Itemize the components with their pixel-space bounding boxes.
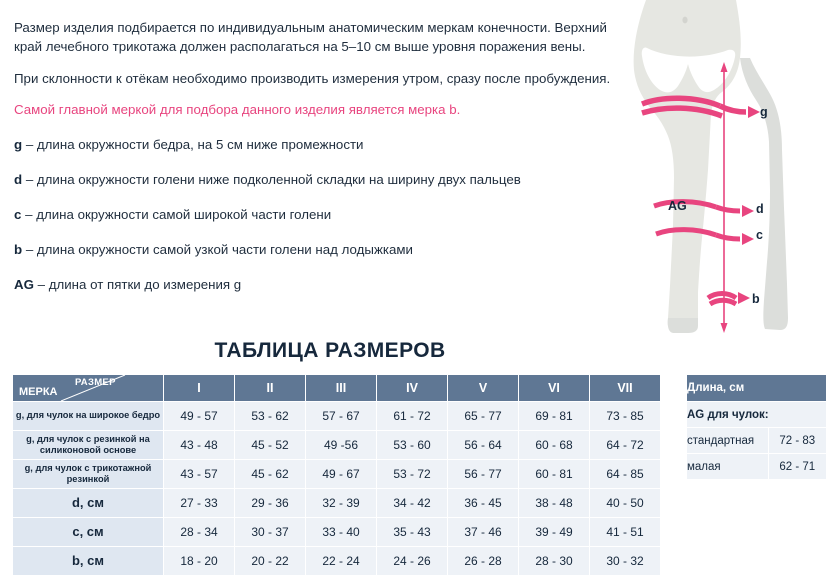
cell-r2-c4: 56 - 77 xyxy=(448,460,519,489)
column-header-5: V xyxy=(448,375,519,402)
row-label-d: d, см xyxy=(13,489,164,518)
leg-measurement-illustration xyxy=(612,0,836,340)
length-table-row xyxy=(687,454,827,480)
table-row xyxy=(13,402,661,431)
table-row xyxy=(13,547,661,576)
figure-label-d: d xyxy=(756,202,764,216)
corner-label-measure: МЕРКА xyxy=(19,386,58,398)
highlight-note: Самой главной меркой для подбора данного изделия является мерка b. xyxy=(14,102,461,118)
cell-r2-c3: 53 - 72 xyxy=(377,460,448,489)
length-table-header-row xyxy=(687,375,827,402)
length-table-header: Длина, см xyxy=(687,375,827,402)
legend-item-ag xyxy=(14,276,614,294)
length-table-subheader-row xyxy=(687,402,827,428)
table-row xyxy=(13,460,661,489)
figure-label-c: c xyxy=(756,228,763,242)
body-figure-svg xyxy=(612,0,836,340)
cell-r4-c5: 39 - 49 xyxy=(519,518,590,547)
column-header-7: VII xyxy=(590,375,661,402)
cell-r5-c5: 28 - 30 xyxy=(519,547,590,576)
table-header-row xyxy=(13,375,661,402)
legend-item-b xyxy=(14,241,614,259)
cell-r1-c2: 49 -56 xyxy=(306,431,377,460)
cell-r3-c6: 40 - 50 xyxy=(590,489,661,518)
legend-key-ag: AG xyxy=(14,276,34,292)
cell-r0-c4: 65 - 77 xyxy=(448,402,519,431)
cell-r1-c5: 60 - 68 xyxy=(519,431,590,460)
legend-text-g: – длина окружности бедра, на 5 см ниже промежности xyxy=(22,136,364,152)
row-label-b: b, см xyxy=(13,547,164,576)
corner-label-size: РАЗМЕР xyxy=(75,377,116,388)
length-row-value-standard: 72 - 83 xyxy=(768,428,826,454)
cell-r3-c4: 36 - 45 xyxy=(448,489,519,518)
column-header-3: III xyxy=(306,375,377,402)
cell-r2-c5: 60 - 81 xyxy=(519,460,590,489)
legend-item-d xyxy=(14,171,614,189)
row-label-g-silicone: g, для чулок с резинкой на силиконовой основе xyxy=(13,431,164,460)
cell-r0-c5: 69 - 81 xyxy=(519,402,590,431)
column-header-4: IV xyxy=(377,375,448,402)
length-table xyxy=(686,374,827,480)
figure-label-ag: AG xyxy=(668,199,687,213)
cell-r1-c3: 53 - 60 xyxy=(377,431,448,460)
legend-item-c xyxy=(14,206,614,224)
length-row-name-standard: стандартная xyxy=(687,428,769,454)
cell-r4-c0: 28 - 34 xyxy=(164,518,235,547)
cell-r2-c2: 49 - 67 xyxy=(306,460,377,489)
length-table-wrapper xyxy=(686,374,827,480)
legend-text-ag: – длина от пятки до измерения g xyxy=(33,276,242,292)
figure-label-g: g xyxy=(760,105,768,119)
table-row xyxy=(13,489,661,518)
row-label-g-wide: g, для чулок на широкое бедро xyxy=(13,402,164,431)
figure-label-b: b xyxy=(752,292,760,306)
cell-r1-c6: 64 - 72 xyxy=(590,431,661,460)
length-table-subheader: AG для чулок: xyxy=(687,402,827,428)
cell-r4-c3: 35 - 43 xyxy=(377,518,448,547)
legend-text-c: – длина окружности самой широкой части голени xyxy=(21,206,332,222)
legend-key-c: c xyxy=(14,206,22,222)
table-corner-cell xyxy=(13,375,164,402)
cell-r3-c1: 29 - 36 xyxy=(235,489,306,518)
cell-r4-c4: 37 - 46 xyxy=(448,518,519,547)
cell-r4-c6: 41 - 51 xyxy=(590,518,661,547)
row-label-g-knit: g, для чулок с трикотажной резинкой xyxy=(13,460,164,489)
cell-r3-c3: 34 - 42 xyxy=(377,489,448,518)
intro-paragraph-2: При склонности к отёкам необходимо производить измерения утром, сразу после пробуждения. xyxy=(14,70,611,86)
cell-r5-c2: 22 - 24 xyxy=(306,547,377,576)
legend-key-d: d xyxy=(14,171,23,187)
row-label-c: c, см xyxy=(13,518,164,547)
table-row xyxy=(13,431,661,460)
cell-r0-c1: 53 - 62 xyxy=(235,402,306,431)
cell-r2-c6: 64 - 85 xyxy=(590,460,661,489)
cell-r0-c2: 57 - 67 xyxy=(306,402,377,431)
cell-r0-c3: 61 - 72 xyxy=(377,402,448,431)
size-table-wrapper xyxy=(12,374,661,576)
legend-text-d: – длина окружности голени ниже подколенной складки на ширину двух пальцев xyxy=(22,171,521,187)
cell-r2-c0: 43 - 57 xyxy=(164,460,235,489)
length-table-row xyxy=(687,428,827,454)
text-column xyxy=(14,6,614,311)
cell-r1-c4: 56 - 64 xyxy=(448,431,519,460)
cell-r2-c1: 45 - 62 xyxy=(235,460,306,489)
size-table-title: ТАБЛИЦА РАЗМЕРОВ xyxy=(214,339,446,362)
cell-r0-c6: 73 - 85 xyxy=(590,402,661,431)
cell-r4-c1: 30 - 37 xyxy=(235,518,306,547)
cell-r5-c3: 24 - 26 xyxy=(377,547,448,576)
size-table xyxy=(12,374,661,576)
legend-text-b: – длина окружности самой узкой части голени над лодыжками xyxy=(22,241,413,257)
cell-r3-c2: 32 - 39 xyxy=(306,489,377,518)
cell-r5-c0: 18 - 20 xyxy=(164,547,235,576)
length-row-name-small: малая xyxy=(687,454,769,480)
cell-r5-c4: 26 - 28 xyxy=(448,547,519,576)
cell-r3-c0: 27 - 33 xyxy=(164,489,235,518)
cell-r0-c0: 49 - 57 xyxy=(164,402,235,431)
cell-r1-c0: 43 - 48 xyxy=(164,431,235,460)
cell-r1-c1: 45 - 52 xyxy=(235,431,306,460)
intro-paragraph-1: Размер изделия подбирается по индивидуальным анатомическим меркам конечности. Верхний край лечебного трикотажа должен располагаться на 5–10 см выше уровня поражения вены. xyxy=(14,20,607,54)
cell-r5-c6: 30 - 32 xyxy=(590,547,661,576)
column-header-6: VI xyxy=(519,375,590,402)
legend-key-g: g xyxy=(14,136,23,152)
table-row xyxy=(13,518,661,547)
length-row-value-small: 62 - 71 xyxy=(768,454,826,480)
column-header-1: I xyxy=(164,375,235,402)
legend-key-b: b xyxy=(14,241,23,257)
cell-r4-c2: 33 - 40 xyxy=(306,518,377,547)
legend-item-g xyxy=(14,136,614,154)
column-header-2: II xyxy=(235,375,306,402)
cell-r5-c1: 20 - 22 xyxy=(235,547,306,576)
cell-r3-c5: 38 - 48 xyxy=(519,489,590,518)
